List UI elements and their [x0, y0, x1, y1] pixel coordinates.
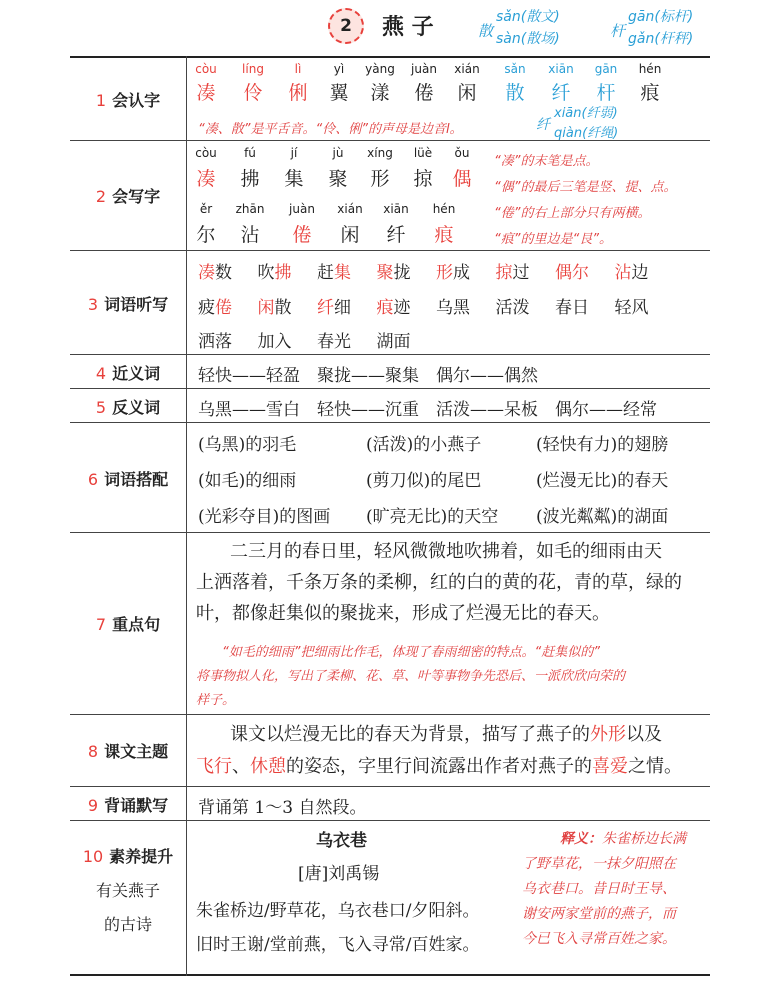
write-note-2: “偶”的最后三笔是竖、提、点。 [494, 180, 677, 195]
dictation-word: 掠过 [495, 263, 530, 283]
write-char: 纤 [386, 224, 406, 246]
key-sentence-note-1: “如毛的细雨”把细雨比作毛，体现了春雨细密的特点。“赶集似的” [222, 645, 600, 660]
row-label-4: 4 近义词 [95, 364, 161, 383]
dictation-word: 活泼 [495, 298, 530, 318]
polyphone-gan-reading-1: gān(标杆) [628, 9, 694, 25]
polyphone-gan-reading-2: gǎn(杆秤) [628, 31, 694, 47]
dictation-word: 加入 [257, 332, 292, 352]
recognize-char: 纤 [551, 82, 571, 104]
row-label-5: 5 反义词 [95, 398, 161, 417]
key-sentence-line-1: 二三月的春日里，轻风微微地吹拂着，如毛的细雨由天 [230, 541, 662, 562]
recognize-pinyin: sǎn [504, 62, 526, 76]
write-char: 闲 [340, 224, 360, 246]
row-label-10-sub2: 的古诗 [103, 915, 152, 934]
row-label-10-sub1: 有关燕子 [95, 881, 160, 900]
lesson-title: 燕 子 [382, 15, 434, 40]
collocation-item: (活泼)的小燕子 [366, 435, 482, 455]
dictation-word: 形成 [436, 263, 470, 283]
write-char: 偶 [452, 168, 472, 190]
write-char: 聚 [328, 168, 348, 190]
row-label-2: 2 会写字 [95, 187, 161, 206]
key-sentence-line-3: 叶，都像赶集似的聚拢来，形成了烂漫无比的春天。 [196, 603, 610, 624]
write-pinyin: xián [337, 202, 363, 216]
xian-extra-char: 纤 [536, 117, 550, 133]
dictation-word: 痕迹 [376, 298, 411, 318]
xian-reading-2: qiàn(纤绳) [554, 126, 619, 141]
row-label-8: 8 课文主题 [87, 742, 169, 761]
write-note-4: “痕”的里边是“艮”。 [494, 232, 612, 247]
dictation-word: 沾边 [614, 263, 649, 283]
polyphone-san-reading-2: sàn(散场) [496, 31, 560, 47]
recognize-pinyin: xián [454, 62, 480, 76]
key-sentence-note-2: 将事物拟人化，写出了柔柳、花、草、叶等事物争先恐后、一派欣欣向荣的 [196, 669, 626, 684]
poem-title: 乌衣巷 [316, 831, 367, 851]
dictation-word: 轻风 [614, 298, 649, 318]
polyphone-san-reading-1: sǎn(散文) [496, 9, 560, 25]
recognize-char: 杆 [596, 82, 616, 104]
write-char: 凑 [196, 168, 216, 190]
collocation-item: (轻快有力)的翅膀 [536, 435, 669, 455]
dictation-word: 吹拂 [257, 263, 292, 283]
row-label-3: 3 词语听写 [87, 295, 169, 314]
write-char: 掠 [413, 168, 433, 190]
polyphone-san-char: 散 [478, 22, 494, 40]
recognize-pinyin: còu [195, 62, 217, 76]
dictation-word: 疲倦 [198, 298, 232, 318]
dictation-word: 春光 [317, 332, 351, 352]
poem-gloss-line-5: 今已飞入寻常百姓之家。 [522, 931, 676, 947]
write-char: 沾 [240, 224, 260, 246]
write-pinyin: lüè [413, 146, 433, 160]
poem-gloss-line-3: 乌衣巷口。昔日时王导、 [522, 881, 676, 897]
poem-line-1: 朱雀桥边/野草花，乌衣巷口/夕阳斜。 [196, 901, 480, 921]
recognize-char: 俐 [288, 82, 308, 104]
write-char: 形 [370, 168, 390, 190]
antonyms-text: 乌黑——雪白 轻快——沉重 活泼——呆板 偶尔——经常 [198, 400, 657, 420]
recognize-pinyin: yàng [365, 62, 395, 76]
recognize-pinyin: xiān [548, 62, 574, 76]
write-pinyin: juàn [289, 202, 315, 216]
dictation-word: 闲散 [257, 298, 292, 318]
recognize-pinyin: gān [594, 62, 618, 76]
collocation-item: (如毛)的细雨 [198, 471, 297, 491]
write-pinyin: fú [244, 146, 256, 160]
recognize-char: 凑 [196, 82, 216, 104]
poem-gloss-line-1: 释义：朱雀桥边长满 [560, 831, 686, 847]
recognize-char: 痕 [640, 82, 660, 104]
write-pinyin: jù [332, 146, 344, 160]
recognize-char: 倦 [414, 82, 434, 104]
recognize-note: “凑、散”是平舌音。“伶、俐”的声母是边音l。 [198, 122, 463, 137]
recognize-char: 伶 [243, 82, 263, 104]
dictation-word: 纤细 [317, 298, 351, 318]
write-char: 尔 [196, 224, 216, 246]
recognize-char: 闲 [457, 82, 477, 104]
recognize-char: 散 [505, 82, 525, 104]
theme-line-1: 课文以烂漫无比的春天为背景，描写了燕子的外形以及 [230, 724, 662, 745]
write-char: 拂 [240, 168, 260, 190]
collocation-item: (波光粼粼)的湖面 [536, 507, 669, 527]
polyphone-gan-char: 杆 [610, 22, 626, 40]
recognize-pinyin: líng [242, 62, 264, 76]
recognize-char: 漾 [370, 82, 390, 104]
key-sentence-line-2: 上洒落着，千条万条的柔柳，红的白的黄的花，青的草，绿的 [196, 572, 682, 593]
recognize-pinyin: hén [638, 62, 662, 76]
poem-gloss-line-2: 了野草花，一抹夕阳照在 [522, 856, 676, 872]
dictation-word: 湖面 [376, 332, 411, 352]
write-char: 集 [284, 168, 304, 190]
write-char: 痕 [434, 224, 454, 246]
write-pinyin: còu [195, 146, 217, 160]
synonyms-text: 轻快——轻盈 聚拢——聚集 偶尔——偶然 [198, 366, 538, 386]
write-char: 倦 [292, 224, 312, 246]
collocation-item: (旷亮无比)的天空 [366, 507, 499, 527]
write-pinyin: jí [290, 146, 298, 160]
row-label-9: 9 背诵默写 [87, 796, 169, 815]
lesson-number-badge: 2 [328, 8, 364, 44]
row-label-10: 10 素养提升 [82, 847, 174, 866]
dictation-word: 偶尔 [555, 263, 589, 283]
row-label-1: 1 会认字 [95, 91, 161, 110]
dictation-word: 赶集 [317, 263, 351, 283]
study-table [70, 56, 710, 976]
write-note-1: “凑”的末笔是点。 [494, 154, 599, 169]
collocation-item: (乌黑)的羽毛 [198, 435, 297, 455]
xian-reading-1: xiān(纤弱) [554, 106, 618, 121]
theme-line-2: 飞行、休憩的姿态，字里行间流露出作者对燕子的喜爱之情。 [196, 756, 682, 777]
key-sentence-note-3: 样子。 [196, 693, 236, 708]
recite-text: 背诵第 1～3 自然段。 [198, 798, 367, 818]
recognize-pinyin: juàn [411, 62, 437, 76]
collocation-item: (烂漫无比)的春天 [536, 471, 669, 491]
poem-author: [唐]刘禹锡 [298, 864, 380, 884]
write-pinyin: ǒu [454, 146, 470, 160]
recognize-pinyin: lì [294, 62, 302, 76]
dictation-word: 春日 [555, 298, 589, 318]
write-note-3: “倦”的右上部分只有两横。 [494, 206, 651, 221]
dictation-word: 洒落 [198, 332, 232, 352]
write-pinyin: xiān [383, 202, 409, 216]
row-label-7: 7 重点句 [95, 615, 161, 634]
write-pinyin: hén [432, 202, 456, 216]
row-label-6: 6 词语搭配 [87, 470, 169, 489]
dictation-word: 乌黑 [436, 298, 470, 318]
poem-line-2: 旧时王谢/堂前燕，飞入寻常/百姓家。 [196, 935, 480, 955]
lesson-header [0, 0, 780, 52]
dictation-word: 聚拢 [376, 263, 411, 283]
write-pinyin: xíng [367, 146, 393, 160]
write-pinyin: ěr [199, 202, 213, 216]
recognize-char: 翼 [329, 82, 349, 104]
collocation-item: (剪刀似)的尾巴 [366, 471, 482, 491]
dictation-word: 凑数 [198, 263, 232, 283]
recognize-pinyin: yì [333, 62, 345, 76]
write-pinyin: zhān [235, 202, 265, 216]
poem-gloss-line-4: 谢安两家堂前的燕子，而 [522, 906, 676, 922]
collocation-item: (光彩夺目)的图画 [198, 507, 331, 527]
